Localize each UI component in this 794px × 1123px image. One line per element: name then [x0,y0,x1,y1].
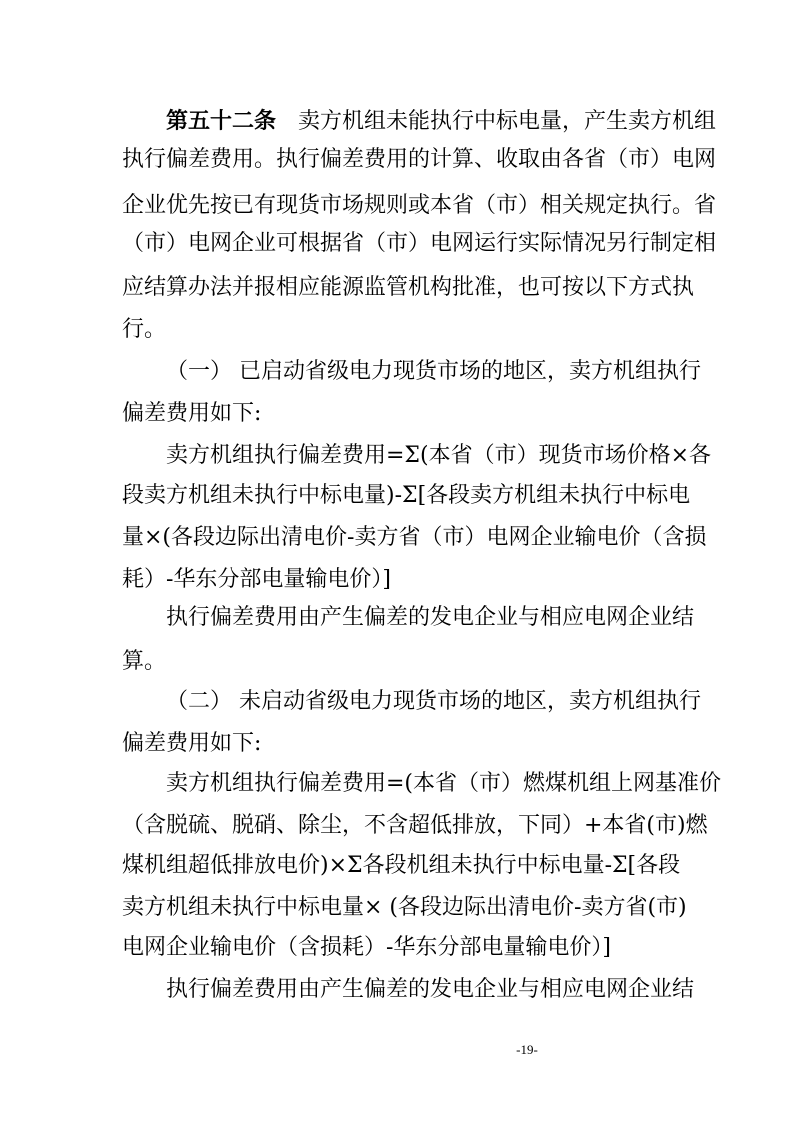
section2-formula-line: （含脱硫、脱硝、除尘，不含超低排放，下同）+本省(市)燃 [122,813,708,838]
article-text-line: 应结算办法并报相应能源监管机构批准，也可按以下方式执 [122,275,695,300]
section1-formula-line: 耗）-华东分部电量输电价）] [122,567,392,592]
section1-heading-line: （一） 已启动省级电力现货市场的地区，卖方机组执行 [166,359,701,384]
article-text-line: 执行偏差费用。执行偏差费用的计算、收取由各省（市）电网 [122,147,717,172]
article-text-line: 行。 [122,317,167,342]
section1-settlement-line: 算。 [122,649,167,674]
section2-formula-line: 卖方机组未执行中标电量× (各段边际出清电价-卖方省(市) [122,895,687,920]
page-number: -19- [516,1042,538,1057]
section2-formula-line: 电网企业输电价（含损耗）-华东分部电量输电价）] [122,935,612,960]
section1-formula-line: 卖方机组执行偏差费用=Σ(本省（市）现货市场价格×各 [166,443,712,468]
section1-settlement-line: 执行偏差费用由产生偏差的发电企业与相应电网企业结 [166,605,695,630]
article-first-line [166,104,717,140]
section1-formula-line: 量×(各段边际出清电价-卖方省（市）电网企业输电价（含损 [122,525,707,550]
section2-formula-line: 卖方机组执行偏差费用=(本省（市）燃煤机组上网基准价 [166,771,722,796]
section2-heading-line: 偏差费用如下: [122,731,262,756]
article-text-line: 卖方机组未能执行中标电量，产生卖方机组 [298,109,717,134]
article-text-line: 企业优先按已有现货市场规则或本省（市）相关规定执行。省 [122,193,717,218]
article-heading: 第五十二条 [166,109,277,134]
section1-heading-line: 偏差费用如下: [122,401,262,426]
section2-heading-line: （二） 未启动省级电力现货市场的地区，卖方机组执行 [166,689,701,714]
section2-formula-line: 煤机组超低排放电价)×Σ各段机组未执行中标电量-Σ[各段 [122,853,681,878]
section2-settlement-line: 执行偏差费用由产生偏差的发电企业与相应电网企业结 [166,977,695,1002]
section1-formula-line: 段卖方机组未执行中标电量)-Σ[各段卖方机组未执行中标电 [122,483,691,508]
article-text-line: （市）电网企业可根据省（市）电网运行实际情况另行制定相 [122,231,717,256]
